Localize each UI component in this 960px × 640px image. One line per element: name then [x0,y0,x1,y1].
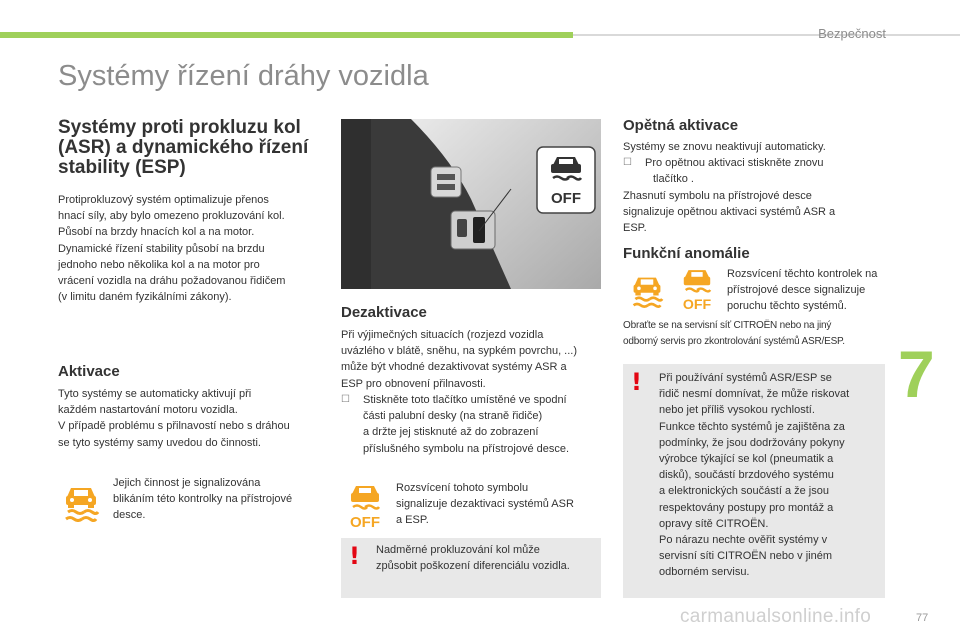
bullet-marker: ☐ [341,394,350,405]
activation-paragraph: Tyto systémy se automaticky aktivují při každém nastartování motoru vozidla. V případě problému s přilnavostí nebo s dráhou se tyto systémy samy uvedou do činnosti. [58,388,290,449]
bullet-marker: ☐ [623,157,632,169]
photo-off-label: OFF [551,190,581,207]
chapter-title: Bezpečnost [818,26,886,41]
indicator-paragraph: Jejich činnost je signalizována blikáním této kontrolky na přístrojové desce. [113,477,293,522]
reactivation-paragraph: Systémy se znovu neaktivují automaticky. ☐ Pro opětnou aktivaci stiskněte znovu tlačítko . Zhasnutí symbolu na přístrojové desce signalizuje opětnou aktivaci systémů ASR a ESP. [623,141,836,235]
fault-off-label: OFF [682,296,712,312]
section-heading-asr-esp: Systémy proti prokluzu kol (ASR) a dynamického řízení stability (ESP) [58,117,309,178]
activation-heading: Aktivace [58,363,120,380]
deactivation-paragraph: Při výjimečných situacích (rozjezd vozidla uvázlého v blátě, sněhu, na sypkém povrchu, ...) může být vhodné dezaktivovat systémy ASR a ESP pro obnovení přilnavosti. [341,329,578,390]
chapter-number: 7 [898,337,935,411]
header-rule [573,34,960,36]
deactivation-bullet: ☐ Stiskněte toto tlačítko umístěné ve spodní části palubní desky (na straně řidiče) a držte jej stisknuté až do zobrazení příslušného symbolu na přístrojové desce. [341,392,606,457]
intro-paragraph: Protiprokluzový systém optimalizuje přenos hnací síly, aby bylo omezeno prokluzování kol. Působí na brzdy hnacích kol a na motor. Dynamické řízení stability působí na brzdu jednoho nebo několika kol a na motor pro vrácení vozidla na dráhu požadovanou řidičem (v limitu daném fyzikálními zákony). [58,194,286,304]
esp-off-icon [347,484,383,530]
page-number: 77 [916,612,929,624]
warning-text-differential: Nadměrné prokluzování kol může způsobit poškození diferenciálu vozidla. [376,544,570,573]
dashboard-button-photo [341,119,601,289]
esp-skid-icon [630,272,664,310]
deactivation-heading: Dezaktivace [341,304,427,321]
off-symbol-paragraph: Rozsvícení tohoto symbolu signalizuje dezaktivaci systémů ASR a ESP. [396,482,574,527]
page-title: Systémy řízení dráhy vozidla [58,60,429,92]
reactivation-heading: Opětná aktivace [623,117,739,134]
warning-icon: ! [631,368,642,396]
header-accent-bar [0,32,573,38]
warning-icon: ! [349,542,360,570]
warning-text-safety: Při používání systémů ASR/ESP se řidič nesmí domnívat, že může riskovat nebo jet příliš vysokou rychlostí. Funkce těchto systémů je zajištěna za podmínky, že jsou dodržovány pokyny výrobce týkající se kol (pneumatik a disků), součástí brzdového systému a elektronických součástí a že jsou respektovány postupy pro montáž a opravy sítě CITROËN. Po nárazu nechte ověřit systémy v servisní síti CITROËN nebo v jiném odborném servisu. [659,372,850,579]
esp-off-icon [680,268,714,312]
watermark: carmanualsonline.info [680,606,872,627]
esp-skid-icon [62,484,100,522]
fault-heading: Funkční anomálie [623,245,750,262]
fault-paragraph: Rozsvícení těchto kontrolek na přístrojové desce signalizuje poruchu těchto systémů. [727,268,878,313]
off-icon-label: OFF [350,514,380,530]
service-paragraph: Obraťte se na servisní síť CITROËN nebo na jiný odborný servis pro zkontrolování systémů ASR/ESP. [623,320,845,347]
